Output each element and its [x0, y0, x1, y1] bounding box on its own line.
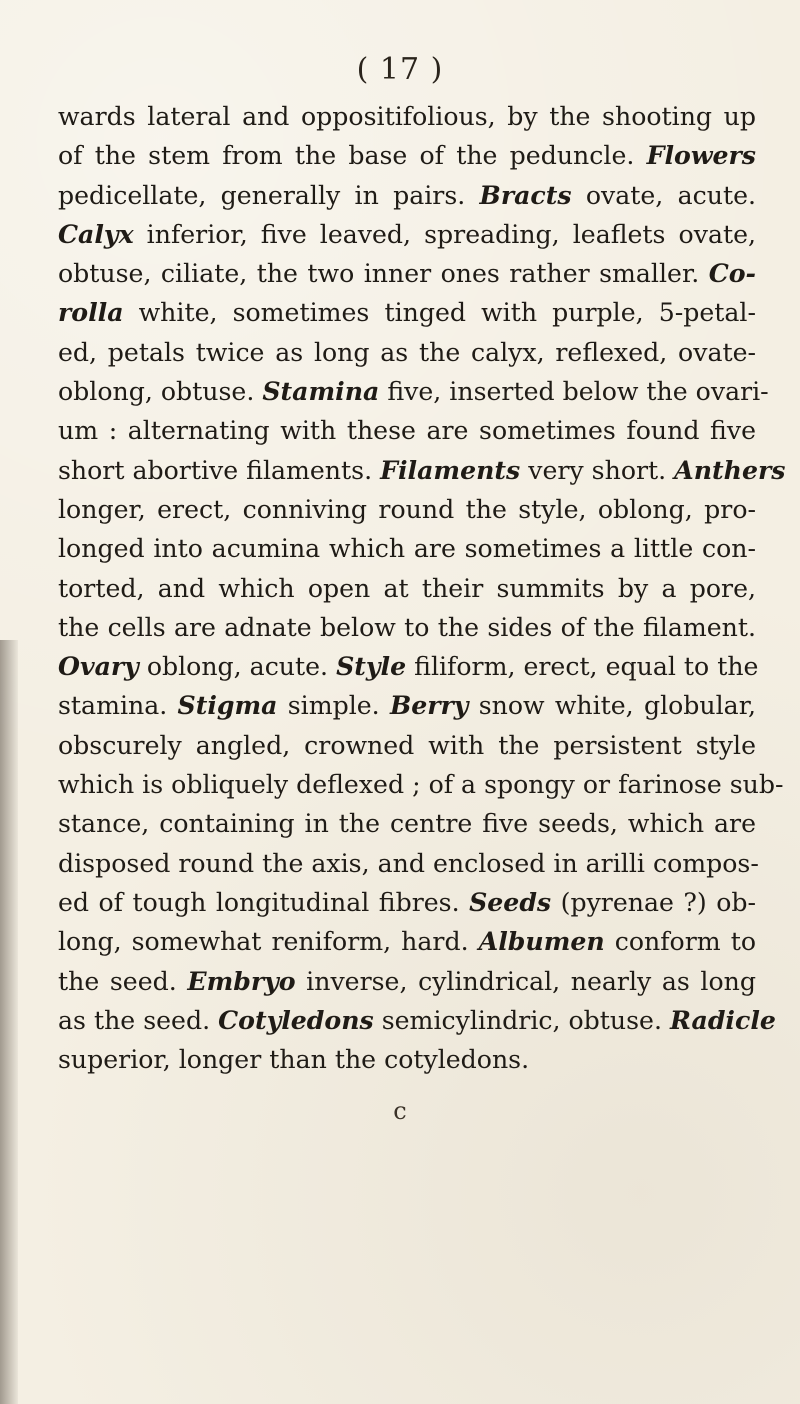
- botanical-term: Ovary: [58, 651, 139, 682]
- botanical-term: rolla: [58, 297, 124, 328]
- signature-mark: c: [393, 1097, 407, 1125]
- text-run: the cells are adnate below to the sides of the filament.: [58, 612, 756, 642]
- text-line: [58, 844, 759, 883]
- text-run: (pyrenae ?) ob-: [551, 887, 757, 917]
- text-run: snow white, globular,: [468, 691, 756, 721]
- text-run: stamina.: [58, 691, 178, 721]
- botanical-term: Stamina: [262, 376, 380, 407]
- text-line: [58, 765, 784, 804]
- text-line: [58, 962, 756, 1001]
- text-run: ed, petals twice as long as the calyx, reflexed, ovate-: [58, 337, 756, 367]
- text-run: obtuse, ciliate, the two inner ones rather smaller.: [58, 259, 709, 289]
- text-run: oblong, obtuse.: [58, 377, 263, 407]
- text-line: [58, 608, 756, 647]
- text-line: [58, 1001, 776, 1040]
- text-run: five, inserted below the ovari-: [379, 377, 769, 407]
- page-number: ( 17 ): [356, 52, 444, 87]
- text-run: conform to: [604, 927, 756, 957]
- text-run: semicylindric, obtuse.: [373, 1005, 670, 1035]
- text-line: [58, 529, 756, 568]
- text-line: [58, 451, 786, 490]
- text-run: pedicellate, generally in pairs.: [58, 180, 480, 210]
- text-line: [58, 215, 756, 254]
- text-run: wards lateral and oppositifolious, by the shooting up: [58, 102, 756, 131]
- botanical-term: Calyx: [58, 218, 134, 249]
- text-run: the seed.: [58, 966, 188, 996]
- text-run: filiform, erect, equal to the: [406, 652, 759, 682]
- text-line: [58, 97, 756, 136]
- text-run: ovate, acute.: [571, 180, 756, 210]
- text-run: very short.: [520, 455, 675, 485]
- botanical-term: Cotyledons: [218, 1004, 374, 1035]
- text-run: long, somewhat reniform, hard.: [58, 927, 479, 957]
- text-run: white, sometimes tinged with purple, 5-petal-: [123, 298, 756, 328]
- text-line: [58, 333, 756, 372]
- text-line: [58, 726, 756, 765]
- botanical-term: Style: [336, 651, 407, 682]
- text-run: superior, longer than the cotyledons.: [58, 1045, 530, 1075]
- text-run: of the stem from the base of the peduncle.: [58, 141, 647, 171]
- botanical-term: Radicle: [669, 1004, 776, 1035]
- botanical-term: Albumen: [478, 926, 605, 957]
- text-run: simple.: [277, 691, 390, 721]
- text-line: [58, 254, 756, 293]
- botanical-term: Flowers: [646, 140, 756, 171]
- text-run: ed of tough longitudinal fibres.: [58, 887, 470, 917]
- botanical-term: Seeds: [469, 886, 552, 917]
- text-line: [58, 372, 769, 411]
- text-run: obscurely angled, crowned with the persistent style: [58, 730, 756, 760]
- text-line: [58, 647, 759, 686]
- text-run: longed into acumina which are sometimes a little con-: [58, 534, 756, 564]
- text-line: [58, 490, 756, 529]
- text-run: stance, containing in the centre five seeds, which are: [58, 809, 756, 839]
- botanical-term: Anthers: [674, 454, 786, 485]
- text-run: as the seed.: [58, 1005, 219, 1035]
- text-run: inferior, five leaved, spreading, leaflets ovate,: [133, 219, 756, 249]
- text-run: short abortive filaments.: [58, 455, 381, 485]
- botanical-term: Embryo: [187, 965, 296, 996]
- body-text: [58, 97, 786, 1079]
- text-run: which is obliquely deflexed ; of a spongy or farinose sub-: [58, 770, 784, 800]
- text-run: torted, and which open at their summits by a pore,: [58, 573, 756, 603]
- text-run: oblong, acute.: [138, 652, 337, 682]
- text-line: [58, 569, 756, 608]
- botanical-term: Co-: [708, 258, 756, 289]
- botanical-term: Berry: [389, 690, 469, 721]
- text-line: [58, 686, 756, 725]
- text-line: [58, 883, 756, 922]
- text-line: [58, 136, 756, 175]
- text-line: [58, 176, 756, 215]
- botanical-term: Bracts: [479, 179, 572, 210]
- text-line: [58, 922, 756, 961]
- text-run: inverse, cylindrical, nearly as long: [295, 966, 757, 996]
- text-line: [58, 804, 756, 843]
- text-run: um : alternating with these are sometimes found five: [58, 416, 756, 446]
- text-run: longer, erect, conniving round the style, oblong, pro-: [58, 494, 756, 524]
- text-line: [58, 293, 756, 332]
- text-line: [58, 1040, 756, 1079]
- botanical-term: Filaments: [380, 454, 521, 485]
- text-line: [58, 411, 756, 450]
- botanical-term: Stigma: [177, 690, 278, 721]
- binding-shadow: [0, 640, 18, 1404]
- text-run: disposed round the axis, and enclosed in arilli compos-: [58, 848, 759, 878]
